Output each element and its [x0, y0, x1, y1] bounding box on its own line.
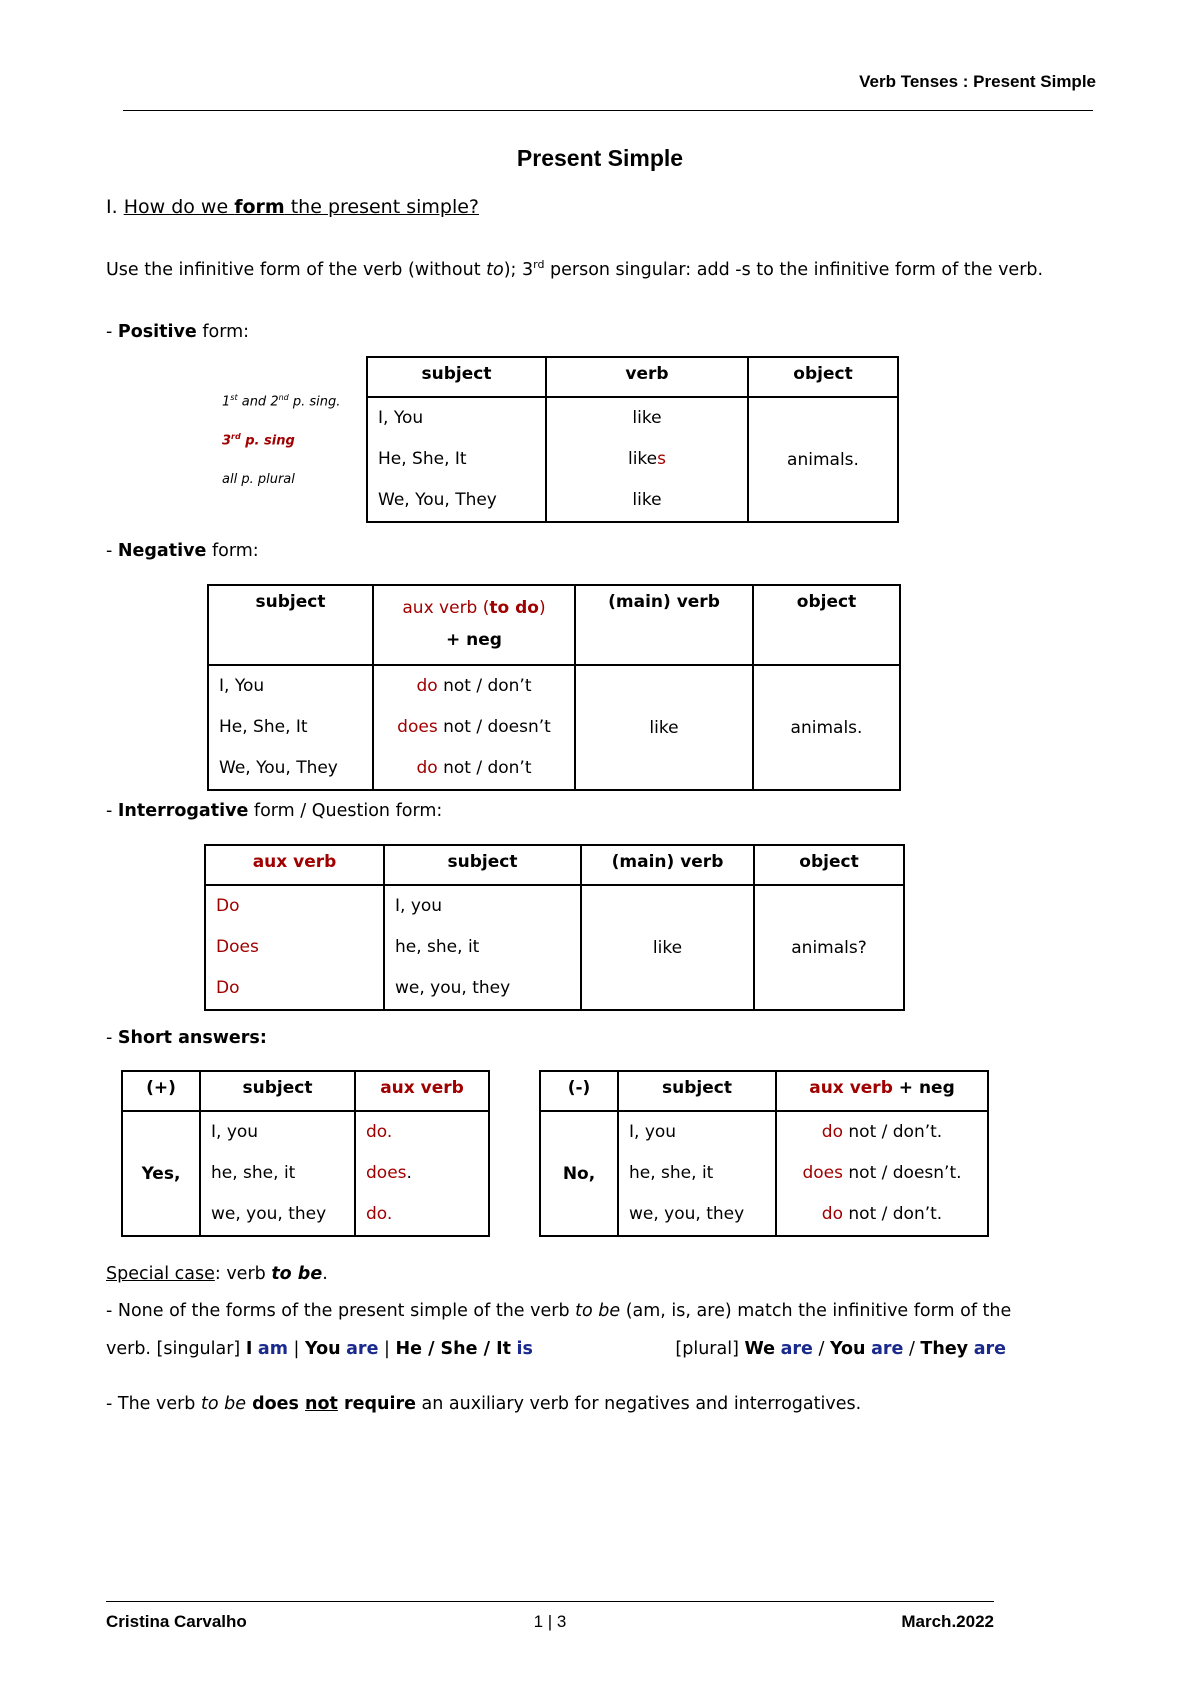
col-aux: aux verb (to do) + neg — [373, 585, 575, 665]
object-cell: animals? — [754, 885, 904, 1010]
answer-yes: Yes, — [122, 1111, 200, 1236]
interrogative-heading: - Interrogative form / Question form: — [106, 801, 443, 821]
positive-heading: - Positive form: — [106, 322, 250, 342]
subject-cell: I, you he, she, it we, you, they — [618, 1111, 776, 1236]
subject-cell: I, you he, she, it we, you, they — [384, 885, 581, 1010]
verb-cell: like likes like — [546, 397, 748, 522]
interrogative-table — [204, 844, 905, 1011]
aux-cell: do not / don’t. does not / doesn’t. do not / don’t. — [776, 1111, 988, 1236]
object-cell: animals. — [748, 397, 898, 522]
special-line-2-plural: [plural] We are / You are / They are — [675, 1339, 1006, 1359]
label-3rd-sing: 3rd p. sing — [222, 432, 295, 449]
object-cell: animals. — [753, 665, 900, 790]
subject-cell: I, you he, she, it we, you, they — [200, 1111, 355, 1236]
special-line-2-singular: verb. [singular] I am | You are | He / She / It is — [106, 1339, 533, 1359]
col-object: object — [748, 357, 898, 397]
col-sign: (+) — [122, 1071, 200, 1111]
intro-paragraph: Use the infinitive form of the verb (without to); 3rd person singular: add -s to the infinitive form of the verb. — [106, 258, 1044, 280]
aux-cell: do not / don’t does not / doesn’t do not / don’t — [373, 665, 575, 790]
negative-heading: - Negative form: — [106, 541, 259, 561]
col-object: object — [753, 585, 900, 665]
col-object: object — [754, 845, 904, 885]
subject-cell: I, You He, She, It We, You, They — [208, 665, 373, 790]
col-verb: verb — [546, 357, 748, 397]
col-subject: subject — [208, 585, 373, 665]
verb-cell: like — [581, 885, 754, 1010]
document-title: Present Simple — [516, 145, 684, 171]
special-case-line: Special case: verb to be. — [106, 1264, 328, 1284]
col-aux: aux verb — [355, 1071, 489, 1111]
col-sign: (-) — [540, 1071, 618, 1111]
label-1st-2nd-sing: 1st and 2nd p. sing. — [222, 393, 341, 410]
col-subject: subject — [618, 1071, 776, 1111]
col-subject: subject — [367, 357, 546, 397]
verb-cell: like — [575, 665, 753, 790]
footer-page-number: 1 | 3 — [533, 1612, 567, 1631]
col-aux: aux verb — [205, 845, 384, 885]
special-line-3: - The verb to be does not require an auxiliary verb for negatives and interrogatives. — [106, 1394, 862, 1414]
footer-author: Cristina Carvalho — [106, 1612, 247, 1631]
footer-rule — [106, 1601, 994, 1602]
col-main-verb: (main) verb — [575, 585, 753, 665]
section-heading: I. How do we form the present simple? — [106, 196, 480, 218]
label-all-plural: all p. plural — [222, 472, 295, 487]
col-subject: subject — [200, 1071, 355, 1111]
short-answers-negative-table — [539, 1070, 989, 1237]
footer-date: March.2022 — [901, 1612, 994, 1631]
header-rule — [123, 110, 1093, 111]
aux-cell: Do Does Do — [205, 885, 384, 1010]
subject-cell: I, You He, She, It We, You, They — [367, 397, 546, 522]
short-answers-heading: - Short answers: — [106, 1028, 267, 1048]
special-line-1: - None of the forms of the present simple of the verb to be (am, is, are) match the infinitive form of the — [106, 1301, 1012, 1321]
col-subject: subject — [384, 845, 581, 885]
col-main-verb: (main) verb — [581, 845, 754, 885]
positive-table — [366, 356, 899, 523]
answer-no: No, — [540, 1111, 618, 1236]
header-title: Verb Tenses : Present Simple — [859, 72, 1096, 91]
negative-table — [207, 584, 901, 791]
short-answers-positive-table — [121, 1070, 490, 1237]
col-aux: aux verb + neg — [776, 1071, 988, 1111]
aux-cell: do. does. do. — [355, 1111, 489, 1236]
